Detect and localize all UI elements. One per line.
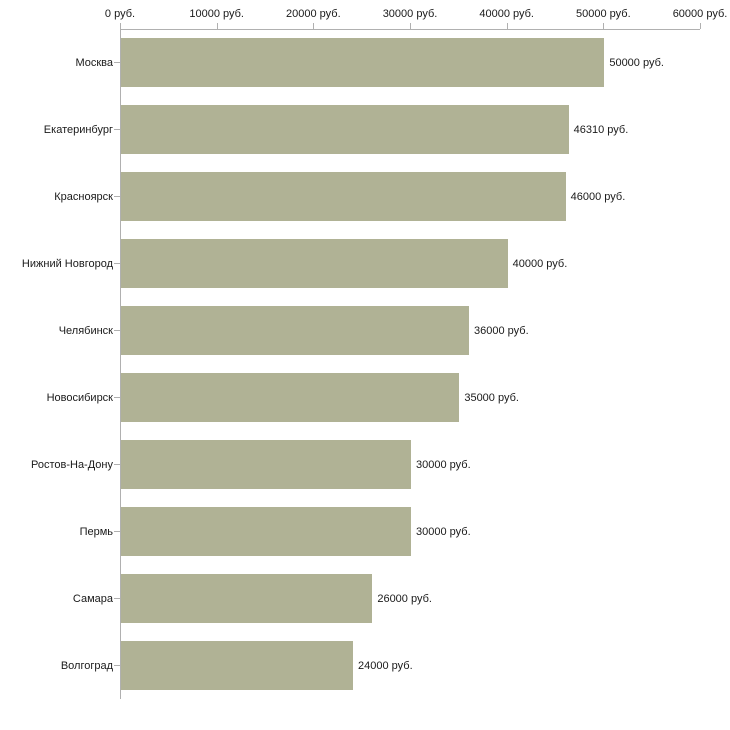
bar-value-label: 46310 руб. — [573, 123, 629, 136]
bar-value-label: 30000 руб. — [416, 525, 471, 538]
x-tick-label: 40000 руб. — [479, 8, 534, 20]
bar[interactable] — [121, 105, 569, 154]
y-tick-mark — [114, 62, 120, 63]
category-label: Волгоград — [60, 659, 113, 672]
y-tick-mark — [114, 665, 120, 666]
bar-value-label: 26000 руб. — [377, 592, 432, 605]
bar[interactable] — [121, 507, 411, 556]
bar[interactable] — [121, 440, 411, 489]
x-tick-label: 30000 руб. — [382, 8, 438, 20]
category-label: Ростов-На-Дону — [30, 458, 113, 471]
y-tick-mark — [114, 397, 120, 398]
bar-row — [0, 297, 730, 364]
category-label: Новосибирск — [46, 391, 113, 404]
category-label: Екатеринбург — [43, 123, 113, 136]
y-tick-mark — [114, 129, 120, 130]
bar-row — [0, 565, 730, 632]
bar[interactable] — [121, 373, 459, 422]
category-label: Москва — [75, 56, 113, 69]
bar-value-label: 40000 руб. — [512, 257, 568, 270]
bar[interactable] — [121, 641, 353, 690]
bar-row — [0, 96, 730, 163]
x-tick-label: 10000 руб. — [189, 8, 244, 20]
bar[interactable] — [121, 574, 372, 623]
category-label: Красноярск — [54, 190, 113, 203]
bar[interactable] — [121, 239, 508, 288]
x-tick-label: 60000 руб. — [672, 8, 728, 20]
y-tick-mark — [114, 330, 120, 331]
bar-row — [0, 163, 730, 230]
bar-row — [0, 230, 730, 297]
y-tick-mark — [114, 464, 120, 465]
y-tick-mark — [114, 598, 120, 599]
bar[interactable] — [121, 172, 566, 221]
bar-value-label: 24000 руб. — [358, 659, 413, 672]
category-label: Челябинск — [58, 324, 113, 337]
bar-value-label: 30000 руб. — [416, 458, 471, 471]
category-label: Пермь — [79, 525, 113, 538]
y-tick-mark — [114, 196, 120, 197]
bar-value-label: 46000 руб. — [570, 190, 626, 203]
bar-value-label: 35000 руб. — [464, 391, 519, 404]
x-tick-label: 50000 руб. — [576, 8, 631, 20]
bar-row — [0, 632, 730, 699]
bar-row — [0, 431, 730, 498]
x-tick-label: 0 руб. — [104, 8, 136, 20]
category-label: Нижний Новгород — [21, 257, 113, 270]
bar[interactable] — [121, 306, 469, 355]
x-tick-label: 20000 руб. — [286, 8, 341, 20]
bar-value-label: 36000 руб. — [474, 324, 529, 337]
y-tick-mark — [114, 531, 120, 532]
bar-row — [0, 498, 730, 565]
bar[interactable] — [121, 38, 604, 87]
category-label: Самара — [72, 592, 113, 605]
bar-row — [0, 29, 730, 96]
bar-row — [0, 364, 730, 431]
bar-value-label: 50000 руб. — [609, 56, 664, 69]
y-tick-mark — [114, 263, 120, 264]
